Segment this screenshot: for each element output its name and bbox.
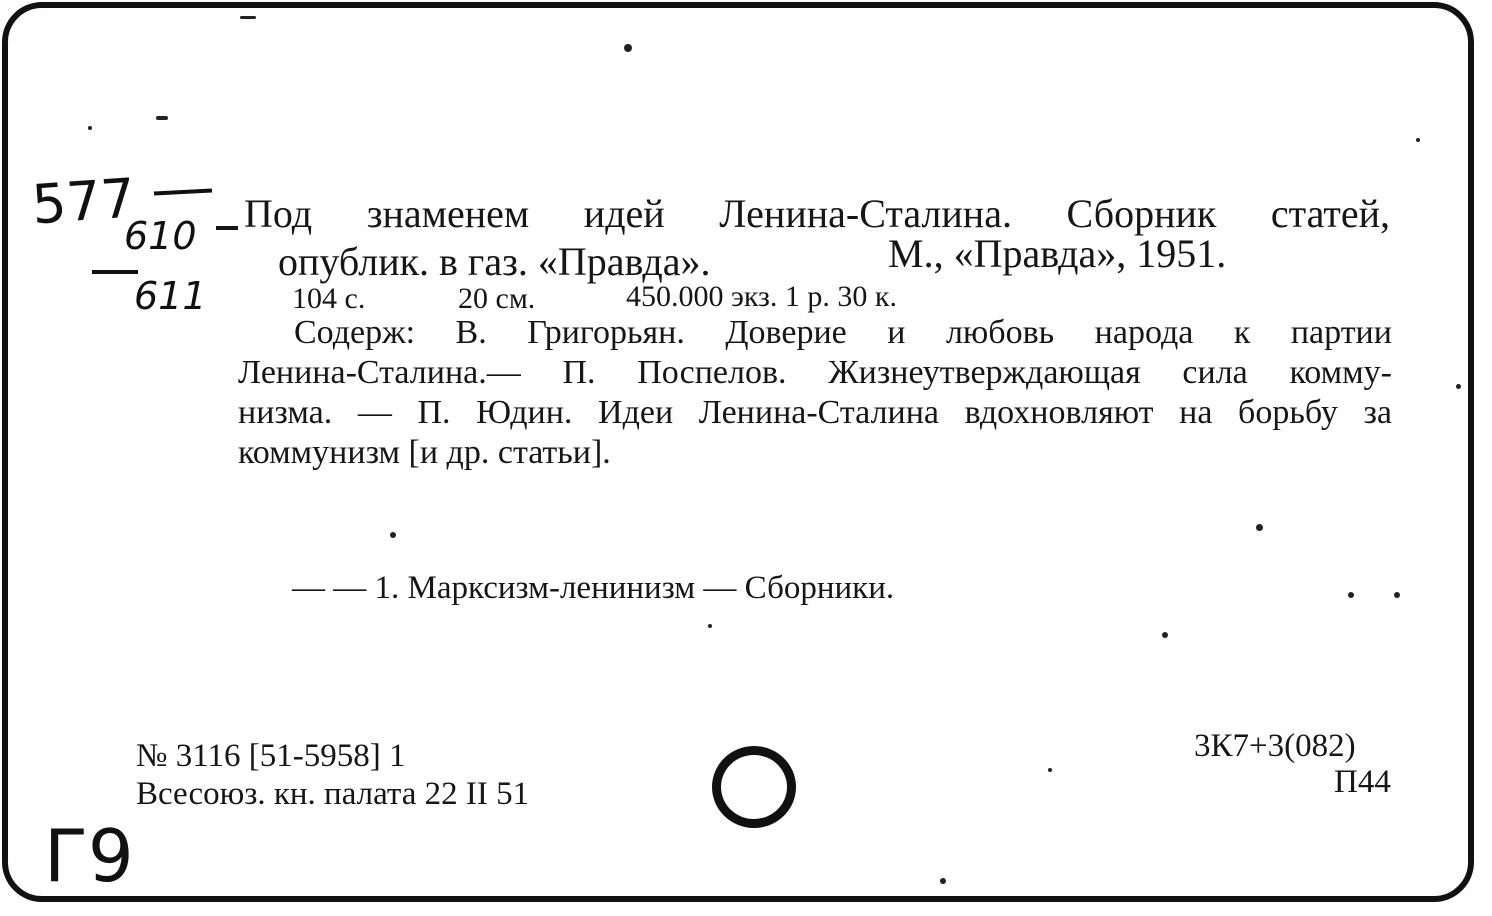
title-line-2: опублик. в газ. «Правда».: [278, 239, 711, 284]
contents-word: Ленина-Сталина.—: [238, 354, 521, 391]
contents-line-1: [294, 314, 1392, 352]
book-chamber: Всесоюз. кн. палата 22 II 51: [136, 776, 530, 812]
speck: [240, 16, 256, 19]
pages: 104 с.: [292, 282, 366, 315]
contents-word: П.: [417, 394, 451, 431]
title-dash: [216, 226, 238, 230]
contents-word: Содерж:: [294, 314, 416, 351]
contents-word: Идеи: [598, 394, 674, 431]
record-number: № 3116 [51-5958] 1: [136, 738, 406, 774]
speck: [1416, 138, 1420, 142]
author-mark: П44: [1334, 764, 1391, 800]
speck: [1048, 768, 1052, 772]
handwritten-range-top: 610: [124, 214, 197, 258]
speck: [88, 126, 92, 130]
speck: [1256, 524, 1263, 531]
imprint: М., «Правда», 1951.: [888, 231, 1227, 276]
speck: [156, 116, 168, 120]
speck: [708, 624, 712, 628]
contents-word: партии: [1290, 314, 1392, 351]
catalog-card: [2, 2, 1474, 902]
classification-index: 3К7+3(082): [1194, 728, 1356, 764]
speck: [1162, 632, 1168, 638]
handwritten-catalog-number: 577: [29, 166, 138, 237]
contents-word: В.: [455, 314, 487, 351]
title-word: идей: [583, 191, 665, 236]
size: 20 см.: [458, 282, 536, 315]
contents-line-3: [238, 394, 1392, 432]
title-word: Под: [244, 191, 313, 236]
punch-hole-ring: [712, 746, 796, 828]
handwritten-stroke: [92, 270, 138, 274]
contents-word: и: [887, 314, 906, 351]
contents-word: Доверие: [725, 314, 847, 351]
handwritten-shelf-mark: Г9: [44, 814, 134, 898]
contents-word: П.: [562, 354, 596, 391]
contents-word: любовь: [945, 314, 1055, 351]
contents-line-4: коммунизм [и др. статьи].: [238, 434, 611, 471]
contents-word: комму-: [1289, 354, 1392, 391]
contents-word: —: [357, 394, 392, 431]
contents-word: сила: [1182, 354, 1248, 391]
speck: [940, 878, 946, 884]
speck: [390, 532, 396, 538]
contents-word: на: [1179, 394, 1213, 431]
contents-word: Поспелов.: [637, 354, 787, 391]
speck: [1348, 592, 1354, 598]
contents-word: народа: [1094, 314, 1194, 351]
speck: [1394, 592, 1400, 598]
subject-heading: — — 1. Марксизм-ленинизм — Сборники.: [292, 570, 895, 606]
title-word: Сборник: [1066, 191, 1217, 236]
contents-word: Жизнеутверждающая: [828, 354, 1141, 391]
title-word: Ленина-Сталина.: [719, 191, 1012, 236]
contents-word: борьбу: [1238, 394, 1338, 431]
speck: [624, 44, 632, 52]
contents-word: вдохновляют: [964, 394, 1154, 431]
contents-word: за: [1363, 394, 1392, 431]
contents-word: к: [1233, 314, 1251, 351]
title-word: статей,: [1270, 191, 1390, 236]
handwritten-stroke: [154, 188, 212, 195]
contents-word: Ленина-Сталина: [698, 394, 940, 431]
speck: [1456, 384, 1461, 389]
contents-word: Григорьян.: [527, 314, 685, 351]
title-word: знаменем: [366, 191, 530, 236]
contents-word: Юдин.: [476, 394, 573, 431]
contents-line-2: [238, 354, 1392, 392]
contents-word: низма.: [238, 394, 333, 431]
print-run-price: 450.000 экз. 1 р. 30 к.: [626, 280, 897, 313]
handwritten-range-bottom: 611: [134, 274, 207, 318]
